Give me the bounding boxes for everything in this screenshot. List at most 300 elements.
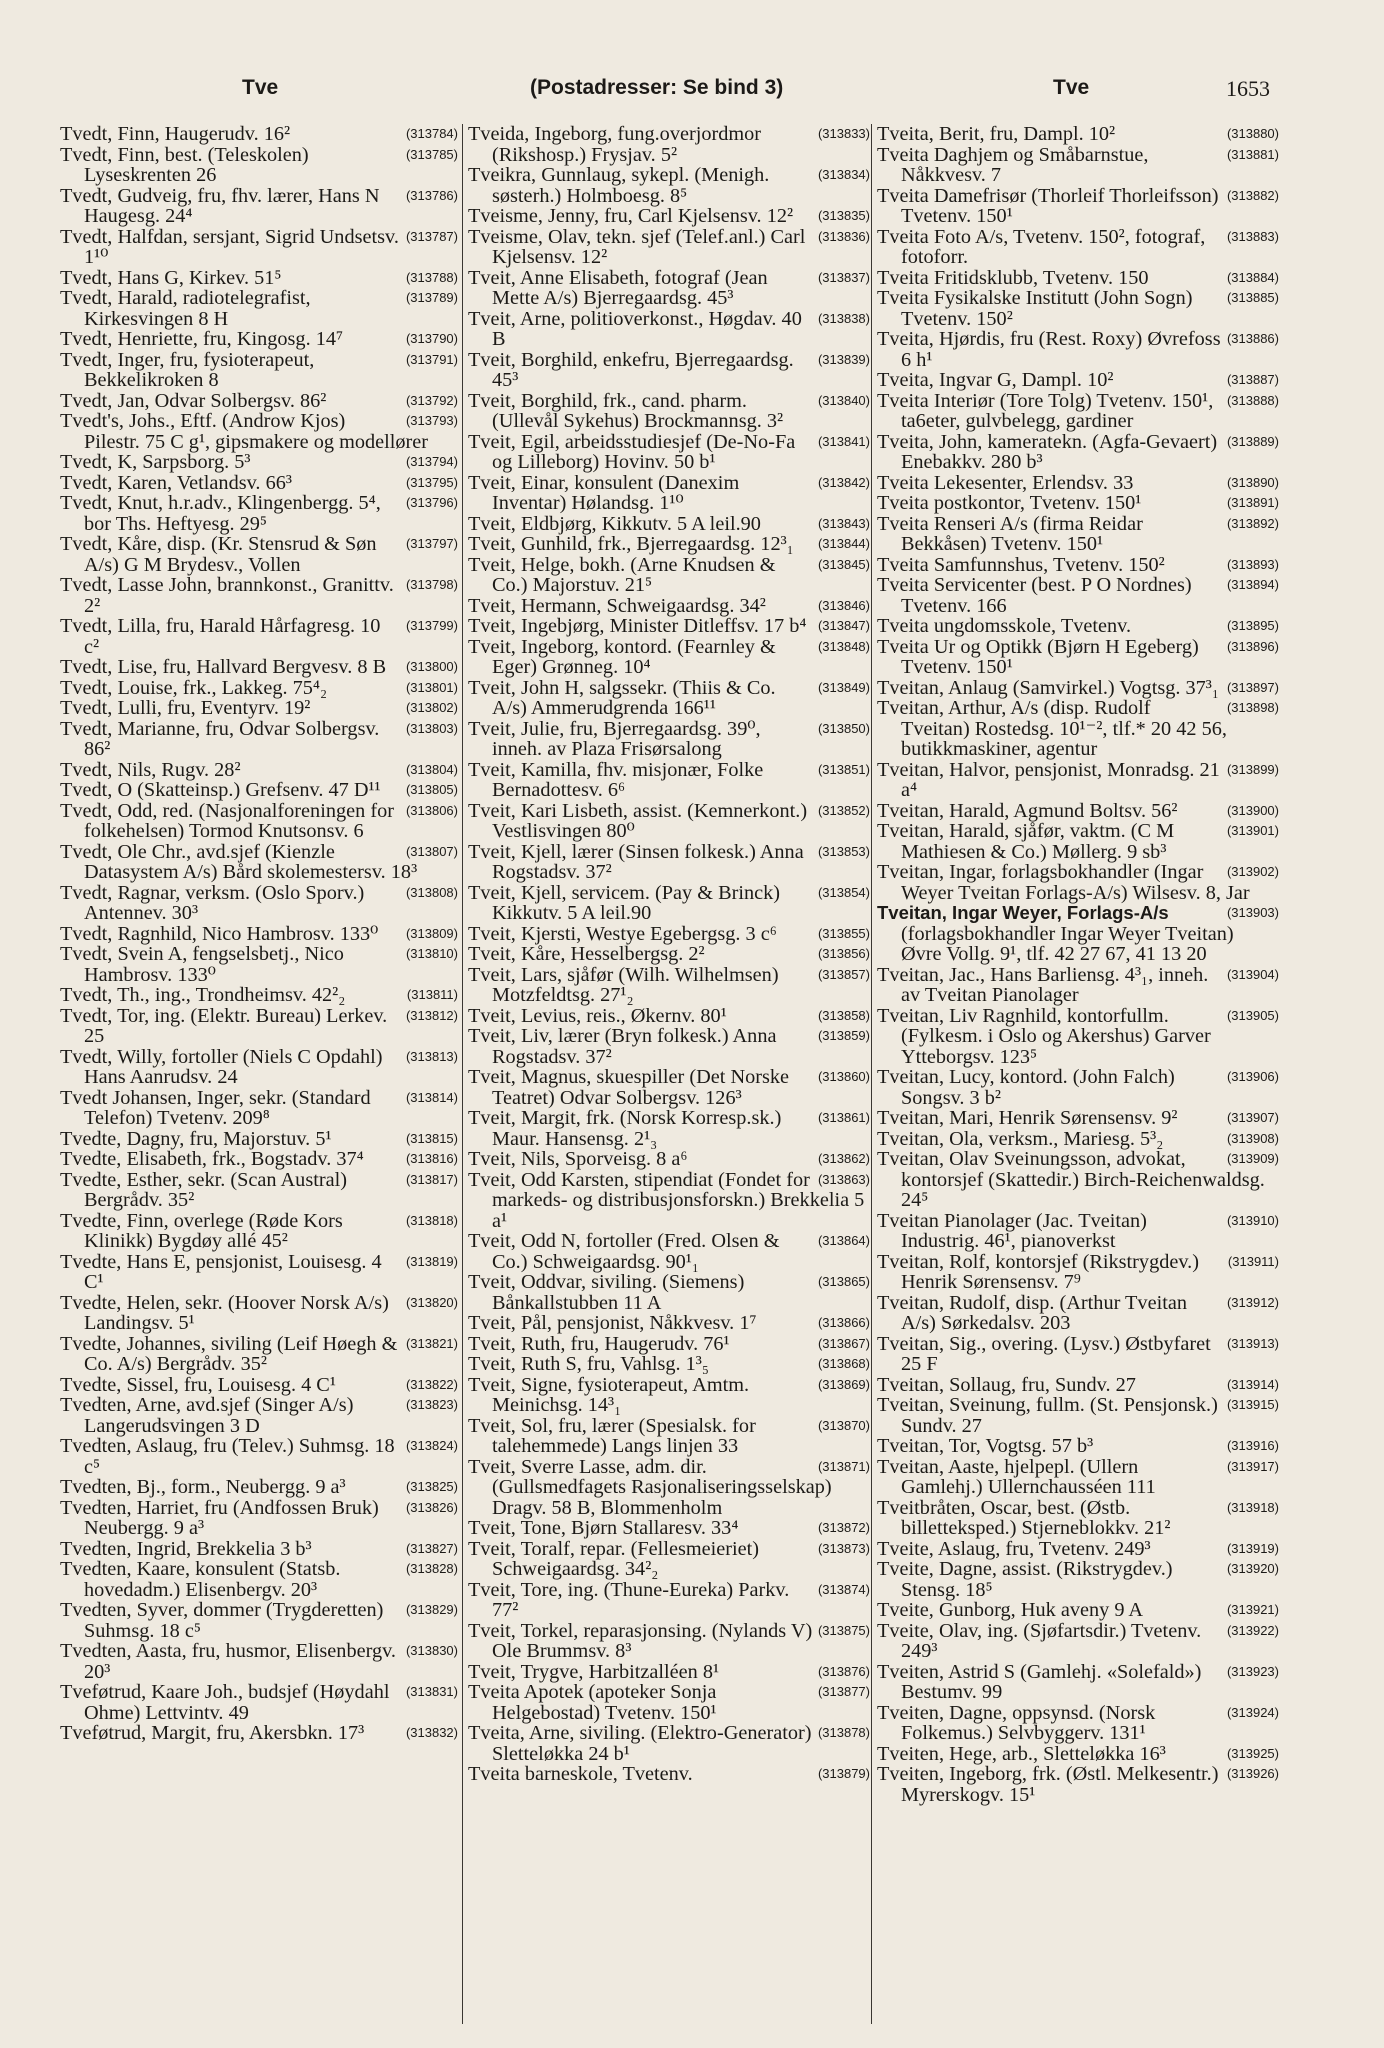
entry-reference-number: (313825) [405, 1479, 458, 1494]
entry-reference-number: (313805) [405, 782, 458, 797]
entry-reference-number: (313878) [817, 1725, 870, 1740]
directory-entry [60, 1641, 458, 1682]
entry-reference-number: (313917) [1226, 1458, 1279, 1474]
entry-text: Tvedte, Hans E, pensjonist, Louisesg. 4 C¹ [60, 1250, 382, 1293]
entry-reference-number: (313801) [405, 679, 458, 695]
entry-text: Tveita, Hjørdis, fru (Rest. Roxy) Øvrefoss 6 h¹ [877, 328, 1221, 371]
entry-reference-number: (313813) [405, 1048, 458, 1064]
entry-text: Tveisme, Olav, tekn. sjef (Telef.anl.) Carl Kjelsensv. 12² [468, 225, 806, 268]
entry-text: Tveite, Gunborg, Huk aveny 9 A [877, 1599, 1144, 1621]
entry-reference-number: (313847) [817, 618, 870, 633]
entry-text: Tveite, Olav, ing. (Sjøfartsdir.) Tvetenv. 249³ [877, 1619, 1202, 1662]
directory-entry [468, 1764, 870, 1785]
entry-reference-number: (313834) [817, 167, 870, 182]
entry-reference-number: (313802) [405, 700, 458, 715]
entry-text: Tveita Damefrisør (Thorleif Thorleifsson) Tvetenv. 150¹ [877, 184, 1219, 227]
entry-text: Tveit, Margit, frk. (Norsk Korresp.sk.) Maur. Hansensg. 2¹₃ [468, 1107, 782, 1150]
directory-entry [468, 1621, 870, 1662]
entry-reference-number: (313910) [1226, 1212, 1279, 1228]
entry-reference-number: (313907) [1226, 1110, 1279, 1125]
entry-reference-number: (313807) [405, 843, 458, 859]
entry-reference-number: (313913) [1226, 1335, 1279, 1351]
entry-reference-number: (313848) [817, 638, 870, 654]
entry-reference-number: (313854) [817, 884, 870, 900]
entry-reference-number: (313923) [1226, 1663, 1279, 1679]
directory-entry [877, 124, 1279, 145]
entry-reference-number: (313846) [817, 597, 870, 613]
entry-text: Tveita Samfunnshus, Tvetenv. 150² [877, 553, 1165, 576]
directory-entry [60, 145, 458, 186]
entry-text: Tveit, Borghild, frk., cand. pharm. (Ullevål Sykehus) Brockmannsg. 3² [468, 389, 784, 432]
entry-text: Tveit, Borghild, enkefru, Bjerregaardsg. 45³ [468, 348, 794, 391]
entry-reference-number: (313828) [405, 1561, 458, 1576]
directory-entry [468, 350, 870, 391]
entry-reference-number: (313880) [1226, 126, 1279, 141]
entry-reference-number: (313900) [1226, 802, 1279, 818]
directory-entry [60, 1682, 458, 1723]
directory-entry [60, 1252, 458, 1293]
directory-entry [877, 1559, 1279, 1600]
entry-text: Tveita Fysikalske Institutt (John Sogn) Tvetenv. 150² [877, 287, 1193, 330]
entry-text: Tvedte, Johannes, siviling (Leif Høegh & Co. A/s) Bergrådv. 35² [60, 1332, 398, 1375]
entry-reference-number: (313901) [1226, 823, 1279, 838]
directory-entry [877, 965, 1279, 1006]
entry-reference-number: (313838) [817, 310, 870, 326]
entry-reference-number: (313908) [1226, 1130, 1279, 1146]
entry-text: Tveite, Dagne, assist. (Rikstrygdev.) Stensg. 18⁵ [877, 1558, 1173, 1601]
directory-entry [877, 1662, 1279, 1703]
entry-text: Tveit, Kari Lisbeth, assist. (Kemnerkont.) Vestlisvingen 80⁰ [468, 799, 808, 842]
entry-reference-number: (313841) [817, 433, 870, 449]
entry-reference-number: (313857) [817, 966, 870, 982]
directory-entry [60, 698, 458, 719]
entry-reference-number: (313789) [405, 290, 458, 305]
entry-text: Tveita Servicenter (best. P O Nordnes) Tvetenv. 166 [877, 574, 1192, 617]
entry-reference-number: (313791) [405, 351, 458, 367]
directory-entry [877, 903, 1279, 965]
entry-text: Tveit, Nils, Sporveisg. 8 a⁶ [468, 1148, 688, 1170]
entry-reference-number: (313811) [406, 987, 458, 1002]
directory-column-2 [468, 124, 870, 2024]
entry-text: Tveitan, Halvor, pensjonist, Monradsg. 21 a⁴ [877, 758, 1220, 801]
directory-entry [877, 391, 1279, 432]
entry-text: Tveita Ur og Optikk (Bjørn H Egeberg) Tvetenv. 150¹ [877, 635, 1199, 678]
directory-entry [60, 719, 458, 760]
entry-text: Tvedt, O (Skatteinsp.) Grefsenv. 47 D¹¹ [60, 779, 381, 801]
entry-reference-number: (313902) [1226, 864, 1279, 879]
directory-entry [468, 391, 870, 432]
entry-text: Tvedt, Knut, h.r.adv., Klingenbergg. 5⁴, bor Ths. Heftyesg. 29⁵ [60, 492, 381, 535]
directory-entry [60, 944, 458, 985]
entry-text: Tveit, Kjell, servicem. (Pay & Brinck) Kikkutv. 5 A leil.90 [468, 881, 781, 924]
entry-text: Tveitan, Sveinung, fullm. (St. Pensjonsk.) Sundv. 27 [877, 1394, 1218, 1437]
entry-text: Tvedt, Marianne, fru, Odvar Solbergsv. 86² [60, 717, 380, 760]
entry-reference-number: (313895) [1226, 618, 1279, 633]
directory-entry [877, 432, 1279, 473]
entry-reference-number: (313899) [1226, 761, 1279, 777]
entry-text: Tvedt, Ole Chr., avd.sjef (Kienzle Datasystem A/s) Bård skolemestersv. 18³ [60, 840, 418, 883]
entry-reference-number: (313924) [1226, 1704, 1279, 1720]
entry-text: Tveit, Pål, pensjonist, Nåkkvesv. 1⁷ [468, 1312, 757, 1334]
entry-text: Tvedten, Bj., form., Neubergg. 9 a³ [60, 1476, 346, 1498]
entry-reference-number: (313883) [1226, 228, 1279, 244]
entry-reference-number: (313840) [817, 392, 870, 408]
entry-text: Tveit, Kjersti, Westye Egebergsg. 3 c⁶ [468, 922, 777, 945]
entry-text: Tvedt, Lasse John, brannkonst., Granittv. 2² [60, 574, 394, 617]
entry-reference-number: (313849) [817, 679, 870, 695]
entry-reference-number: (313792) [405, 392, 458, 408]
directory-entry [877, 760, 1279, 801]
directory-entry [468, 473, 870, 514]
directory-entry [877, 268, 1279, 289]
entry-text: Tveitan, Harald, sjåfør, vaktm. (C M Mathiesen & Co.) Møllerg. 9 sb³ [877, 820, 1175, 863]
entry-text: Tvedt, Ragnar, verksm. (Oslo Sporv.) Antennev. 30³ [60, 881, 365, 924]
entry-text: Tveisme, Jenny, fru, Carl Kjelsensv. 12² [468, 205, 794, 227]
directory-entry [877, 862, 1279, 903]
entry-text: Tveit, Kamilla, fhv. misjonær, Folke Bernadottesv. 6⁶ [468, 758, 764, 801]
directory-entry [468, 1539, 870, 1580]
entry-reference-number: (313866) [817, 1315, 870, 1330]
directory-entry [877, 1457, 1279, 1498]
entry-text: Tveita postkontor, Tvetenv. 150¹ [877, 492, 1142, 514]
entry-text: Tveitan, Sig., overing. (Lysv.) Østbyfaret 25 F [877, 1332, 1211, 1375]
entry-text: Tvedte, Sissel, fru, Louisesg. 4 C¹ [60, 1373, 336, 1396]
entry-reference-number: (313865) [817, 1274, 870, 1289]
entry-reference-number: (313859) [817, 1028, 870, 1043]
directory-entry [877, 1436, 1279, 1457]
entry-reference-number: (313871) [817, 1458, 870, 1474]
entry-reference-number: (313875) [817, 1622, 870, 1638]
directory-entry [468, 678, 870, 719]
entry-text: Tvedt, Ragnhild, Nico Hambrosv. 133⁰ [60, 922, 379, 945]
entry-text: Tvedt, Finn, best. (Teleskolen) Lyseskrenten 26 [60, 143, 309, 186]
directory-entry [468, 801, 870, 842]
entry-text: Tvedt, Nils, Rugv. 28² [60, 758, 241, 781]
directory-entry [877, 616, 1279, 637]
entry-reference-number: (313886) [1226, 331, 1279, 346]
entry-text: Tvedt, Th., ing., Trondheimsv. 42²₂ [60, 984, 346, 1006]
directory-entry [60, 883, 458, 924]
entry-text: Tvedt, Lise, fru, Hallvard Bergvesv. 8 B [60, 656, 387, 678]
directory-entry [468, 1682, 870, 1723]
entry-text: Tveit, Hermann, Schweigaardsg. 34² [468, 594, 766, 617]
header-center-note: (Postadresser: Se bind 3) [530, 76, 784, 99]
entry-text: Tveita Fritidsklubb, Tvetenv. 150 [877, 266, 1149, 289]
entry-text: Tveitan, Sollaug, fru, Sundv. 27 [877, 1373, 1136, 1396]
entry-text: Tveit, Toralf, repar. (Fellesmeieriet) Schweigaardsg. 34²₂ [468, 1537, 760, 1580]
directory-entry [877, 145, 1279, 186]
entry-reference-number: (313836) [817, 228, 870, 244]
entry-reference-number: (313803) [405, 720, 458, 736]
entry-text: Tveitbråten, Oscar, best. (Østb. billetteksped.) Stjerneblokkv. 21² [877, 1496, 1171, 1539]
entry-reference-number: (313879) [817, 1766, 870, 1781]
directory-entry [468, 534, 870, 555]
entry-reference-number: (313903) [1226, 905, 1279, 920]
directory-entry [877, 821, 1279, 862]
directory-entry [877, 698, 1279, 760]
directory-entry [60, 288, 458, 329]
directory-entry [468, 1170, 870, 1232]
directory-entry [60, 1723, 458, 1744]
directory-entry [877, 1129, 1279, 1150]
directory-entry [877, 186, 1279, 227]
directory-entry [468, 616, 870, 637]
entry-reference-number: (313911) [1227, 1253, 1279, 1269]
directory-entry [468, 1313, 870, 1334]
entry-reference-number: (313856) [817, 946, 870, 961]
entry-reference-number: (313868) [817, 1356, 870, 1371]
entry-reference-number: (313832) [405, 1725, 458, 1740]
entry-reference-number: (313837) [817, 269, 870, 285]
entry-text: Tveikra, Gunnlaug, sykepl. (Menigh. søsterh.) Holmboesg. 8⁵ [468, 164, 770, 207]
entry-reference-number: (313809) [405, 925, 458, 941]
directory-entry [468, 944, 870, 965]
directory-entry [60, 1375, 458, 1396]
entry-reference-number: (313858) [817, 1007, 870, 1023]
entry-reference-number: (313812) [405, 1007, 458, 1023]
directory-entry [60, 842, 458, 883]
entry-text: Tveita, John, kameratekn. (Agfa-Gevaert) Enebakkv. 280 b³ [877, 430, 1218, 473]
entry-text: Tveføtrud, Margit, fru, Akersbkn. 17³ [60, 1722, 365, 1744]
entry-text: Tveit, Kjell, lærer (Sinsen folkesk.) Anna Rogstadsv. 37² [468, 840, 804, 883]
entry-text: Tveit, Tone, Bjørn Stallaresv. 33⁴ [468, 1517, 739, 1539]
directory-entry [60, 1334, 458, 1375]
directory-entry [877, 1539, 1279, 1560]
directory-entry [60, 780, 458, 801]
entry-reference-number: (313882) [1226, 187, 1279, 203]
directory-entry [877, 555, 1279, 576]
directory-entry [877, 1252, 1279, 1293]
directory-entry [60, 1477, 458, 1498]
directory-entry [877, 637, 1279, 678]
entry-text: Tveita Lekesenter, Erlendsv. 33 [877, 471, 1134, 494]
entry-text: Tvedten, Ingrid, Brekkelia 3 b³ [60, 1537, 312, 1560]
entry-text: Tveita, Berit, fru, Dampl. 10² [877, 124, 1116, 145]
entry-reference-number: (313914) [1226, 1376, 1279, 1392]
entry-reference-number: (313784) [405, 126, 458, 141]
directory-entry [468, 719, 870, 760]
entry-text: Tveit, Kåre, Hesselbergsg. 2² [468, 943, 705, 965]
entry-text: Tveit, Ruth S, fru, Vahlsg. 1³₅ [468, 1353, 709, 1375]
entry-text: Tvedten, Aslaug, fru (Telev.) Suhmsg. 18 c⁵ [60, 1435, 395, 1478]
entry-text: Tveitan, Arthur, A/s (disp. Rudolf Tveitan) Rostedsg. 10¹⁻², tlf.* 20 42 56, butikkmaskiner, agentur [877, 697, 1227, 760]
directory-entry [468, 596, 870, 617]
directory-entry [60, 801, 458, 842]
entry-reference-number: (313823) [405, 1397, 458, 1412]
entry-text: Tveiten, Ingeborg, frk. (Østl. Melkesentr.) Myrerskogv. 15¹ [877, 1763, 1219, 1806]
directory-entry [468, 842, 870, 883]
directory-entry [877, 514, 1279, 555]
header-left-guide-word: Tve [242, 76, 279, 99]
entry-reference-number: (313855) [817, 925, 870, 941]
entry-text: Tvedten, Aasta, fru, husmor, Elisenbergv. 20³ [60, 1640, 397, 1683]
directory-column-3 [877, 124, 1279, 2024]
entry-text: Tvedte, Finn, overlege (Røde Kors Klinikk) Bygdøy allé 45² [60, 1209, 343, 1252]
directory-entry [468, 637, 870, 678]
entry-reference-number: (313904) [1226, 966, 1279, 982]
entry-reference-number: (313922) [1226, 1622, 1279, 1638]
entry-reference-number: (313874) [817, 1581, 870, 1597]
entry-reference-number: (313818) [405, 1212, 458, 1228]
entry-text: Tveføtrud, Kaare Joh., budsjef (Høydahl Ohme) Lettvintv. 49 [60, 1681, 390, 1724]
entry-text-continued: (forlagsbokhandler Ingar Weyer Tveitan) Øvre Vollg. 9¹, tlf. 42 27 67, 41 13 20 [901, 922, 1234, 965]
entry-reference-number: (313796) [405, 495, 458, 510]
entry-reference-number: (313905) [1226, 1007, 1279, 1023]
entry-reference-number: (313863) [817, 1171, 870, 1187]
entry-text: Tvedt, Harald, radiotelegrafist, Kirkesvingen 8 H [60, 287, 311, 330]
directory-entry [468, 1723, 870, 1764]
entry-text: Tvedt's, Johs., Eftf. (Androw Kjos) Pilestr. 75 C g¹, gipsmakere og modellører [60, 410, 429, 453]
entry-reference-number: (313790) [405, 331, 458, 346]
entry-reference-number: (313793) [405, 413, 458, 428]
entry-text: Tvedt, Finn, Haugerudv. 16² [60, 124, 291, 145]
entry-reference-number: (313893) [1226, 556, 1279, 572]
directory-entry [877, 1703, 1279, 1744]
entry-reference-number: (313862) [817, 1151, 870, 1166]
directory-entry [60, 1047, 458, 1088]
entry-text: Tvedten, Harriet, fru (Andfossen Bruk) Neubergg. 9 a³ [60, 1496, 379, 1539]
entry-text: Tveit, Odd Karsten, stipendiat (Fondet for markeds- og distribusjonsforskn.) Brekkelia 5 a¹ [468, 1168, 865, 1232]
entry-text: Tvedt, Svein A, fengselsbetj., Nico Hambrosv. 133⁰ [60, 943, 344, 986]
entry-reference-number: (313906) [1226, 1069, 1279, 1084]
entry-reference-number: (313804) [405, 761, 458, 777]
directory-entry [60, 1600, 458, 1641]
entry-reference-number: (313877) [817, 1684, 870, 1699]
entry-text: Tvedten, Arne, avd.sjef (Singer A/s) Langerudsvingen 3 D [60, 1394, 354, 1437]
entry-reference-number: (313921) [1226, 1602, 1279, 1617]
entry-text: Tveit, Anne Elisabeth, fotograf (Jean Mette A/s) Bjerregaardsg. 45³ [468, 266, 768, 309]
entry-text: Tveit, Sverre Lasse, adm. dir. (Gullsmedfagets Rasjonaliseringsselskap) Dragv. 58 B, Blommenholm [468, 1455, 832, 1519]
entry-reference-number: (313870) [817, 1417, 870, 1433]
entry-reference-number: (313884) [1226, 269, 1279, 285]
entry-text: Tveit, Eldbjørg, Kikkutv. 5 A leil.90 [468, 512, 761, 535]
directory-entry [60, 268, 458, 289]
entry-reference-number: (313831) [405, 1684, 458, 1699]
entry-text: Tveit, Arne, politioverkonst., Høgdav. 40 B [468, 307, 802, 350]
entry-reference-number: (313808) [405, 884, 458, 900]
directory-entry [468, 1375, 870, 1416]
entry-reference-number: (313852) [817, 802, 870, 818]
directory-entry [468, 268, 870, 309]
entry-text: Tvedten, Syver, dommer (Trygderetten) Suhmsg. 18 c⁵ [60, 1599, 384, 1642]
entry-reference-number: (313876) [817, 1663, 870, 1679]
page-number: 1653 [1226, 76, 1270, 101]
entry-reference-number: (313869) [817, 1376, 870, 1392]
directory-entry [877, 1006, 1279, 1068]
entry-text: Tveida, Ingeborg, fung.overjordmor (Rikshosp.) Frysjav. 5² [468, 124, 762, 166]
directory-entry [60, 493, 458, 534]
entry-text: Tveiten, Dagne, oppsynsd. (Norsk Folkemus.) Selvbyggerv. 131¹ [877, 1701, 1156, 1744]
entry-reference-number: (313787) [405, 228, 458, 244]
entry-reference-number: (313891) [1226, 495, 1279, 510]
directory-entry [60, 350, 458, 391]
directory-entry [60, 124, 458, 145]
entry-text: Tvedt, Odd, red. (Nasjonalforeningen for folkehelsen) Tormod Knutsonsv. 6 [60, 799, 394, 842]
entry-text: Tveit, Einar, konsulent (Danexim Inventar) Hølandsg. 1¹⁰ [468, 471, 740, 514]
entry-reference-number: (313797) [405, 536, 458, 551]
directory-entry [60, 678, 458, 699]
entry-text: Tvedt, Kåre, disp. (Kr. Stensrud & Søn A/s) G M Brydesv., Vollen [60, 533, 377, 576]
entry-reference-number: (313826) [405, 1499, 458, 1515]
directory-entry [60, 1170, 458, 1211]
entry-text: Tvedt, Lilla, fru, Harald Hårfagresg. 10 c² [60, 615, 381, 658]
directory-entry [468, 1067, 870, 1108]
entry-text: Tveita Renseri A/s (firma Reidar Bekkåsen) Tvetenv. 150¹ [877, 512, 1143, 555]
entry-text: Tvedt, Gudveig, fru, fhv. lærer, Hans N Haugesg. 24⁴ [60, 184, 380, 227]
directory-entry [60, 657, 458, 678]
entry-text: Tveit, Julie, fru, Bjerregaardsg. 39⁰, inneh. av Plaza Frisørsalong [468, 717, 761, 760]
entry-reference-number: (313897) [1226, 679, 1279, 695]
entry-text: Tveiten, Astrid S (Gamlehj. «Solefald») Bestumv. 99 [877, 1660, 1202, 1703]
directory-entry [468, 760, 870, 801]
entry-text: Tvedt, Henriette, fru, Kingosg. 14⁷ [60, 328, 344, 350]
directory-entry [468, 1149, 870, 1170]
entry-reference-number: (313920) [1226, 1561, 1279, 1576]
entry-reference-number: (313829) [405, 1602, 458, 1617]
column-divider [871, 124, 872, 2024]
entry-text: Tveit, Helge, bokh. (Arne Knudsen & Co.) Majorstuv. 21⁵ [468, 553, 776, 596]
entry-text: Tveit, Magnus, skuespiller (Det Norske Teatret) Odvar Solbergsv. 126³ [468, 1066, 790, 1109]
entry-reference-number: (313919) [1226, 1540, 1279, 1556]
entry-text: Tveitan Pianolager (Jac. Tveitan) Industrig. 46¹, pianoverkst [877, 1209, 1147, 1252]
entry-reference-number: (313822) [405, 1376, 458, 1392]
directory-entry [60, 1211, 458, 1252]
entry-reference-number: (313810) [405, 946, 458, 961]
directory-entry [60, 1006, 458, 1047]
directory-entry [60, 1088, 458, 1129]
directory-entry [60, 452, 458, 473]
entry-text: Tveit, Ingeborg, kontord. (Fearnley & Eger) Grønneg. 10⁴ [468, 635, 776, 678]
entry-text: Tvedten, Kaare, konsulent (Statsb. hovedadm.) Elisenbergv. 20³ [60, 1558, 341, 1601]
entry-reference-number: (313843) [817, 515, 870, 531]
directory-entry [468, 924, 870, 945]
directory-entry [877, 1334, 1279, 1375]
entry-reference-number: (313909) [1226, 1151, 1279, 1166]
entry-text: Tveitan, Rudolf, disp. (Arthur Tveitan A/s) Sørkedalsv. 203 [877, 1291, 1187, 1334]
entry-text: Tvedte, Helen, sekr. (Hoover Norsk A/s) Landingsv. 5¹ [60, 1291, 389, 1334]
entry-text: Tveitan, Tor, Vogtsg. 57 b³ [877, 1435, 1094, 1457]
entry-text: Tvedt, Inger, fru, fysioterapeut, Bekkelikroken 8 [60, 348, 315, 391]
entry-reference-number: (313864) [817, 1233, 870, 1248]
directory-entry [468, 1457, 870, 1519]
directory-entry [877, 678, 1279, 699]
directory-entry [60, 473, 458, 494]
directory-entry [877, 575, 1279, 616]
directory-entry [60, 1293, 458, 1334]
entry-reference-number: (313798) [405, 577, 458, 592]
directory-entry [468, 1580, 870, 1621]
directory-entry [468, 206, 870, 227]
entry-reference-number: (313896) [1226, 638, 1279, 654]
directory-entry [877, 493, 1279, 514]
entry-text: Tvedt, Tor, ing. (Elektr. Bureau) Lerkev. 25 [60, 1004, 388, 1047]
entry-reference-number: (313835) [817, 208, 870, 223]
directory-entry [877, 473, 1279, 494]
entry-reference-number: (313817) [405, 1171, 458, 1187]
entry-text: Tveit, John H, salgssekr. (Thiis & Co. A/s) Ammerudgrenda 166¹¹ [468, 676, 776, 719]
directory-entry [60, 227, 458, 268]
entry-reference-number: (313821) [405, 1335, 458, 1351]
entry-text: Tveit, Sol, fru, lærer (Spesialsk. for talehemmede) Langs linjen 33 [468, 1414, 756, 1457]
directory-entry [877, 1067, 1279, 1108]
directory-entry [468, 1416, 870, 1457]
entry-text: Tvedt, Halfdan, sersjant, Sigrid Undsetsv. 1¹⁰ [60, 225, 399, 268]
entry-reference-number: (313861) [817, 1110, 870, 1125]
directory-entry [468, 1231, 870, 1272]
entry-text: Tveitan, Rolf, kontorsjef (Rikstrygdev.) Henrik Sørensensv. 7⁹ [877, 1250, 1199, 1293]
entry-text: Tvedt, Willy, fortoller (Niels C Opdahl) Hans Aanrudsv. 24 [60, 1045, 383, 1088]
directory-entry [468, 227, 870, 268]
